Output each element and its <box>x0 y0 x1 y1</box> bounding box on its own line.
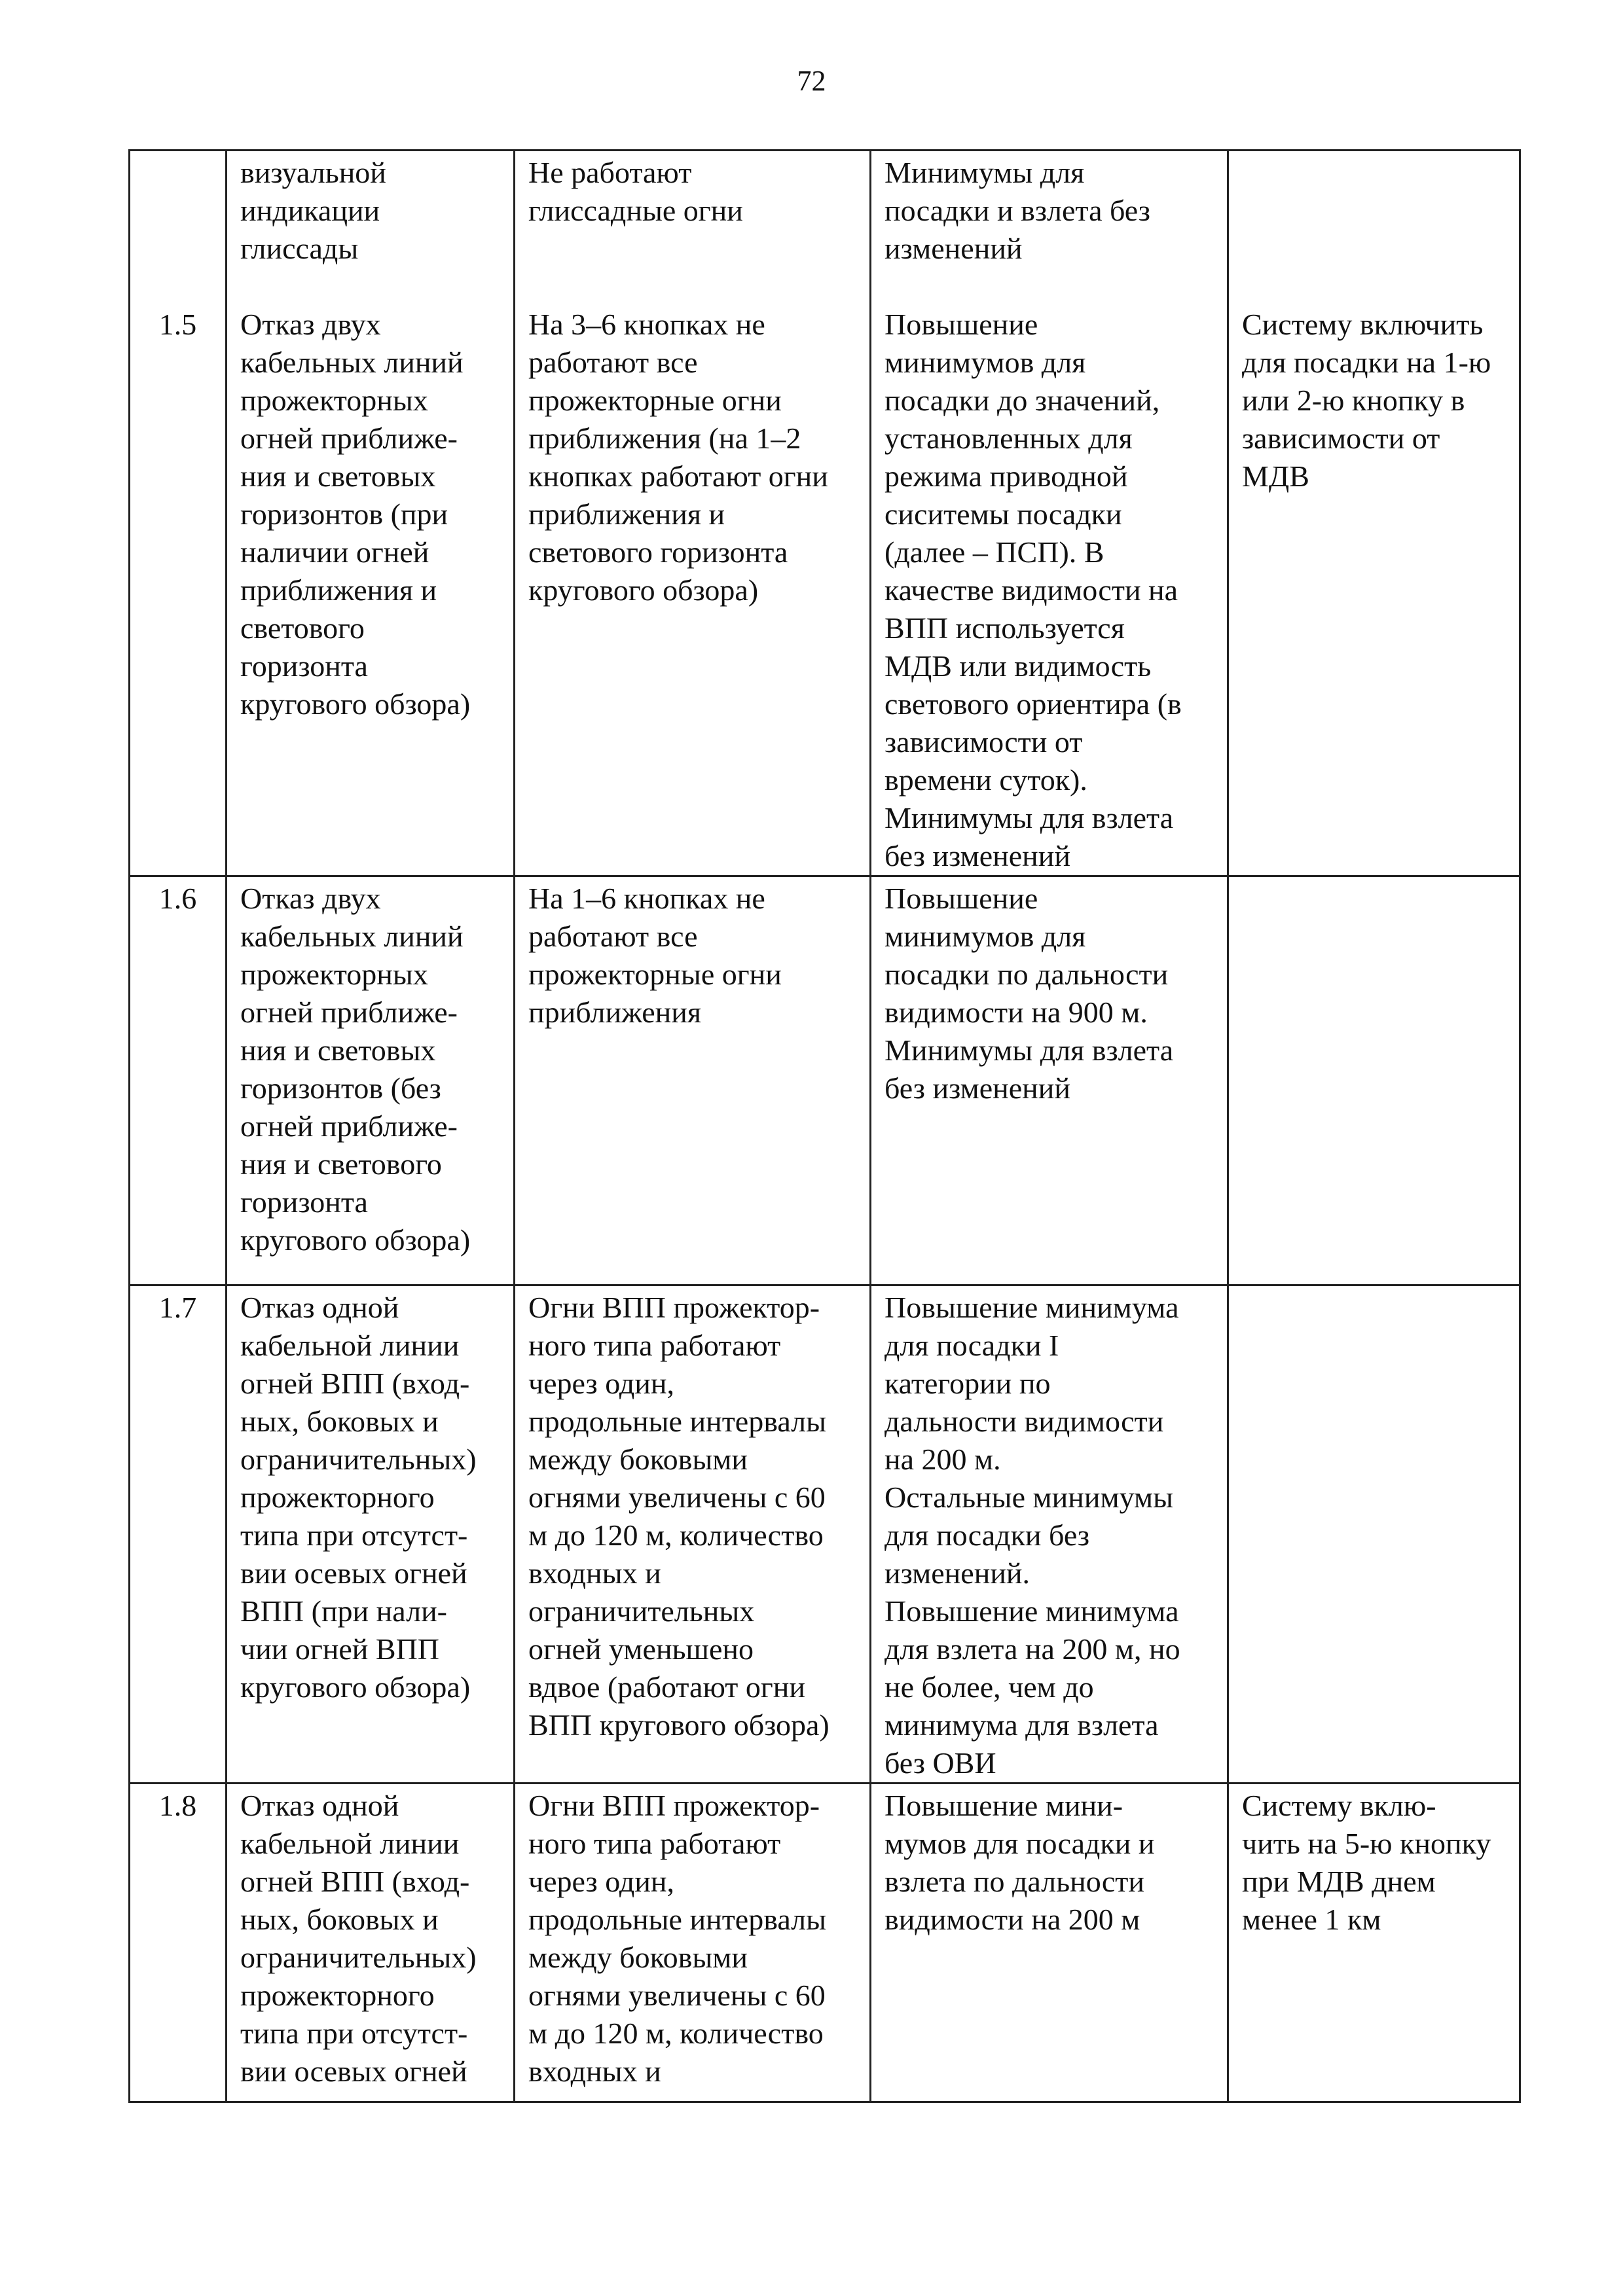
failure-description: визуальной индикации глиссады Отказ двух кабельных линий прожекторных огней приближе- ния и световых горизонтов (при наличии огней приближения и светового горизонта кругового обзора) <box>227 151 515 876</box>
row-number: 1.6 <box>130 876 227 1285</box>
notes <box>1228 1285 1520 1784</box>
failure-effect: Не работают глиссадные огни На 3–6 кнопках не работают все прожекторные огни приближения (на 1–2 кнопках работают огни приближения и светового горизонта кругового обзора) <box>515 151 871 876</box>
row-number: 1.7 <box>130 1285 227 1784</box>
lighting-failure-table <box>128 149 1521 2103</box>
failure-effect: Огни ВПП прожектор- ного типа работают через один, продольные интервалы между боковыми огнями увеличены с 60 м до 120 м, количество входных и ограничительных огней уменьшено вдвое (работают огни ВПП кругового обзора) <box>515 1285 871 1784</box>
notes: Систему включить для посадки на 1-ю или 2-ю кнопку в зависимости от МДВ <box>1228 151 1520 876</box>
table-row <box>130 876 1520 1285</box>
failure-description: Отказ одной кабельной линии огней ВПП (вход- ных, боковых и ограничительных) прожекторного типа при отсутст- вии осевых огней ВПП (при нали- чии огней ВПП кругового обзора) <box>227 1285 515 1784</box>
notes <box>1228 876 1520 1285</box>
failure-effect: Огни ВПП прожектор- ного типа работают через один, продольные интервалы между боковыми огнями увеличены с 60 м до 120 м, количество входных и <box>515 1784 871 2102</box>
minimums-change: Минимумы для посадки и взлета без изменений Повышение минимумов для посадки до значений, установленных для режима приводной сиситемы посадки (далее – ПСП). В качестве видимости на ВПП используется МДВ или видимость светового ориентира (в зависимости от времени суток). Минимумы для взлета без изменений <box>871 151 1228 876</box>
page-number: 72 <box>797 65 826 97</box>
table-row <box>130 151 1520 876</box>
minimums-change: Повышение минимума для посадки I категории по дальности видимости на 200 м. Остальные минимумы для посадки без изменений. Повышение минимума для взлета на 200 м, но не более, чем до минимума для взлета без ОВИ <box>871 1285 1228 1784</box>
row-number: 1.8 <box>130 1784 227 2102</box>
table-row <box>130 1285 1520 1784</box>
failure-effect: На 1–6 кнопках не работают все прожекторные огни приближения <box>515 876 871 1285</box>
row-number: 1.5 <box>130 151 227 876</box>
minimums-change: Повышение мини- мумов для посадки и взлета по дальности видимости на 200 м <box>871 1784 1228 2102</box>
minimums-change: Повышение минимумов для посадки по дальности видимости на 900 м. Минимумы для взлета без изменений <box>871 876 1228 1285</box>
failure-description: Отказ одной кабельной линии огней ВПП (вход- ных, боковых и ограничительных) прожекторного типа при отсутст- вии осевых огней <box>227 1784 515 2102</box>
notes: Систему вклю- чить на 5-ю кнопку при МДВ днем менее 1 км <box>1228 1784 1520 2102</box>
table-row <box>130 1784 1520 2102</box>
failure-description: Отказ двух кабельных линий прожекторных огней приближе- ния и световых горизонтов (без огней приближе- ния и светового горизонта кругового обзора) <box>227 876 515 1285</box>
